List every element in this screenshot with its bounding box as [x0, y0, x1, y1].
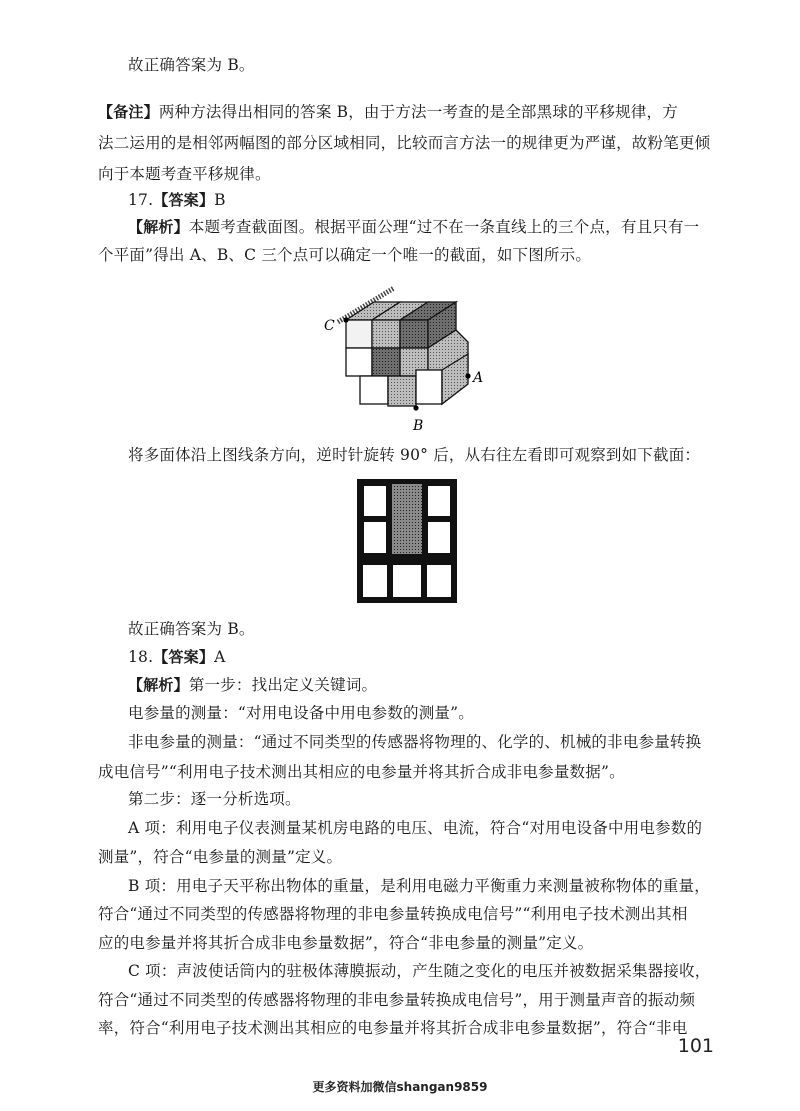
answer-line-18: 18.【答案】A: [128, 648, 226, 666]
analysis-line-18: 【解析】第一步：找出定义关键词。: [128, 676, 378, 694]
footer-note: 更多资料加微信shangan9859: [312, 1080, 488, 1094]
cube-figure-drawing: [316, 280, 496, 435]
text-line: 测量”，符合“电参量的测量”定义。: [98, 848, 343, 866]
text-line: 将多面体沿上图线条方向，逆时针旋转 90° 后，从右往左看即可观察到如下截面：: [128, 446, 701, 464]
cross-section-drawing: [355, 477, 459, 605]
text-line: 成电信号”“利用电子技术测出其相应的电参量并将其折合成非电参量数据”。: [98, 763, 625, 781]
text-line: 电参量的测量：“对用电设备中用电参数的测量”。: [128, 704, 474, 722]
remark-label: 【备注】: [98, 103, 159, 121]
text-line: 个平面”得出 A、B、C 三个点可以确定一个唯一的截面，如下图所示。: [98, 246, 592, 264]
text-line: 第二步：逐一分析选项。: [128, 790, 301, 808]
point-a-label: A: [473, 370, 484, 386]
text-line: 故正确答案为 B。: [128, 56, 255, 74]
text-line: 非电参量的测量：“通过不同类型的传感器将物理的、化学的、机械的非电参量转换: [128, 733, 702, 751]
answer-line-17: 17.【答案】B: [128, 191, 226, 209]
text-line: 率，符合“利用电子技术测出其相应的电参量并将其折合成非电参量数据”，符合“非电: [98, 1019, 688, 1037]
text-line: 故正确答案为 B。: [128, 620, 255, 638]
text-line: 【备注】两种方法得出相同的答案 B，由于方法一考查的是全部黑球的平移规律，方: [98, 103, 678, 121]
text-line: A 项：利用电子仪表测量某机房电路的电压、电流，符合“对用电设备中用电参数的: [128, 819, 703, 837]
text-line: 符合“通过不同类型的传感器将物理的非电参量转换成电信号”“利用电子技术测出其相: [98, 905, 688, 923]
page-number: 101: [677, 1035, 714, 1057]
analysis-line-17: 【解析】本题考查截面图。根据平面公理“过不在一条直线上的三个点，有且只有一: [128, 218, 700, 236]
text-line: C 项：声波使话筒内的驻极体薄膜振动，产生随之变化的电压并被数据采集器接收，: [128, 962, 711, 980]
text-line: 法二运用的是相邻两幅图的部分区域相同，比较而言方法一的规律更为严谨，故粉笔更倾: [98, 134, 711, 152]
text-line: 符合“通过不同类型的传感器将物理的非电参量转换成电信号”，用于测量声音的振动频: [98, 991, 696, 1009]
text-line: 应的电参量并将其折合成非电参量数据”，符合“非电参量的测量”定义。: [98, 934, 594, 952]
cross-section-figure: [355, 477, 459, 605]
text-line: 向于本题考查平移规律。: [98, 165, 271, 183]
text-line: B 项：用电子天平称出物体的重量，是利用电磁力平衡重力来测量被称物体的重量，: [128, 877, 710, 895]
cube-figure: [316, 280, 496, 435]
point-b-label: B: [413, 418, 424, 434]
point-c-label: C: [324, 318, 335, 334]
